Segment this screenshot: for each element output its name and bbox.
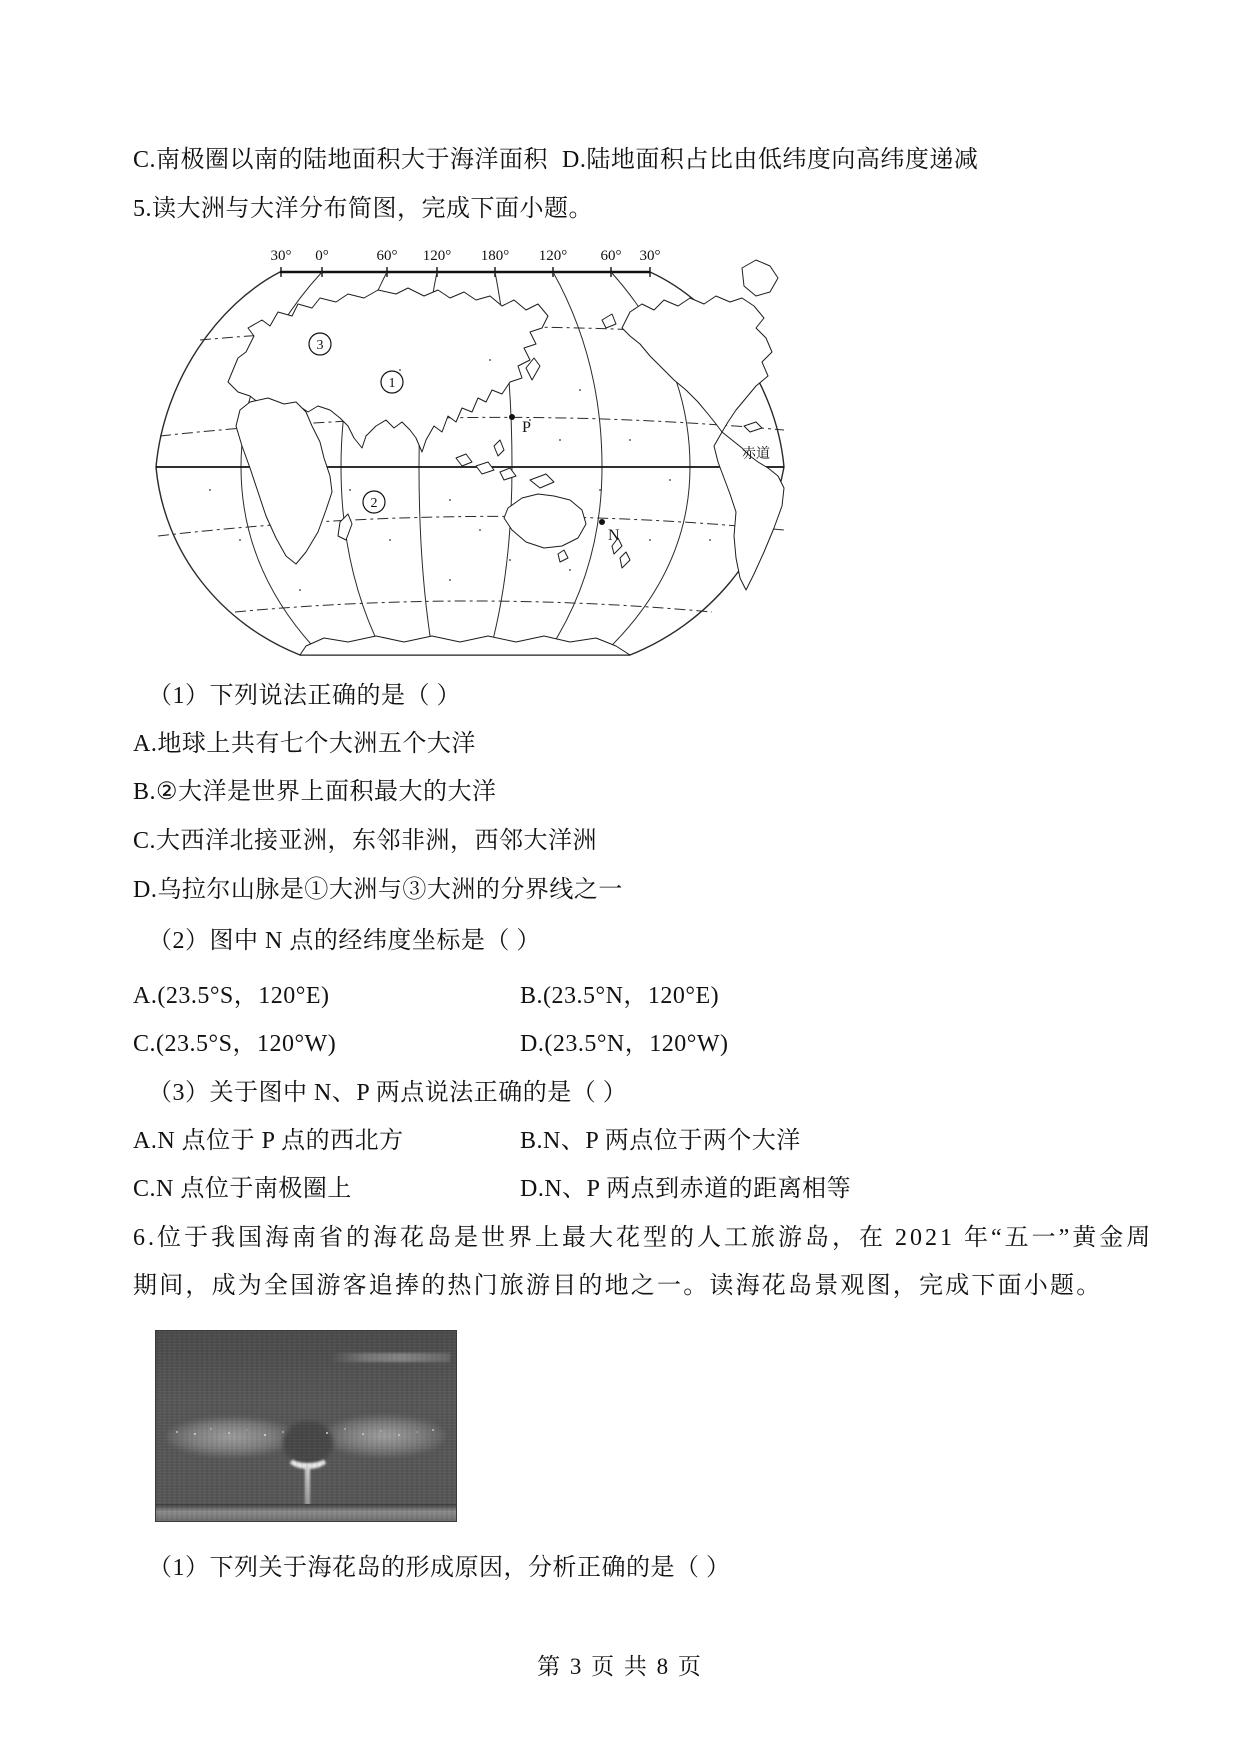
world-map-svg bbox=[150, 240, 790, 690]
q4-option-d: D.陆地面积占比由低纬度向高纬度递减 bbox=[562, 147, 979, 173]
q5-sub3-option-a: A.N 点位于 P 点的西北方 bbox=[133, 1128, 404, 1154]
map-continents bbox=[228, 260, 784, 655]
marker-2-label: 2 bbox=[370, 496, 378, 511]
q5-sub2-prompt: （2）图中 N 点的经纬度坐标是（ ） bbox=[148, 928, 541, 954]
page-footer: 第 3 页 共 8 页 bbox=[537, 1654, 703, 1679]
point-p-label: P bbox=[522, 419, 531, 436]
antarctic-circle-line bbox=[235, 601, 712, 612]
lon-label-30w-right: 30° bbox=[639, 248, 661, 264]
new-guinea-outline bbox=[530, 474, 554, 488]
q5-sub2-option-c: C.(23.5°S，120°W) bbox=[133, 1031, 337, 1057]
indonesia-outline-1 bbox=[456, 454, 472, 466]
lon-label-120w: 120° bbox=[538, 248, 568, 264]
marker-3-label: 3 bbox=[316, 338, 324, 353]
lon-label-30w-left: 30° bbox=[270, 248, 292, 264]
q5-sub2-option-b: B.(23.5°N，120°E) bbox=[520, 983, 720, 1009]
point-p-dot bbox=[509, 414, 515, 420]
tasmania-outline bbox=[558, 550, 568, 562]
photo-grain-overlay bbox=[156, 1331, 456, 1521]
philippines-outline bbox=[494, 440, 504, 456]
lon-label-180: 180° bbox=[480, 248, 510, 264]
australia-outline bbox=[504, 494, 586, 548]
q6-sub1-prompt: （1）下列关于海花岛的形成原因，分析正确的是（ ） bbox=[148, 1555, 731, 1581]
marker-1-label: 1 bbox=[388, 376, 396, 391]
indonesia-outline-3 bbox=[500, 468, 516, 480]
north-america-outline bbox=[622, 296, 772, 432]
point-n-label: N bbox=[608, 527, 620, 544]
greenland-outline bbox=[742, 260, 778, 296]
cuba-outline bbox=[744, 422, 762, 432]
tropic-of-capricorn-line bbox=[158, 516, 784, 536]
lon-label-0: 0° bbox=[315, 248, 329, 264]
q5-stem: 5.读大洲与大洋分布简图，完成下面小题。 bbox=[133, 196, 593, 222]
equator-label: 赤道 bbox=[742, 447, 770, 462]
q5-sub1-prompt: （1）下列说法正确的是（ ） bbox=[148, 683, 461, 709]
indonesia-outline-2 bbox=[476, 462, 494, 474]
new-zealand-outline-2 bbox=[620, 552, 630, 568]
haihua-island-photo bbox=[155, 1330, 457, 1522]
point-n-dot bbox=[599, 519, 605, 525]
q5-sub2-option-d: D.(23.5°N，120°W) bbox=[520, 1031, 729, 1057]
q5-sub1-option-b: B.②大洋是世界上面积最大的大洋 bbox=[133, 779, 497, 805]
q6-stem-line1: 6.位于我国海南省的海花岛是世界上最大花型的人工旅游岛，在 2021 年“五一”黄金周 bbox=[133, 1225, 1154, 1251]
lon-label-60w: 60° bbox=[600, 248, 622, 264]
world-map-figure bbox=[150, 240, 790, 690]
q5-sub3-option-c: C.N 点位于南极圈上 bbox=[133, 1176, 352, 1202]
q4-options-line bbox=[133, 144, 978, 176]
q5-sub1-option-a: A.地球上共有七个大洲五个大洋 bbox=[133, 731, 476, 757]
bering-island-outline bbox=[602, 314, 616, 328]
q5-sub2-option-a: A.(23.5°S，120°E) bbox=[133, 983, 330, 1009]
q5-sub1-option-d: D.乌拉尔山脉是①大洲与③大洲的分界线之一 bbox=[133, 877, 623, 903]
map-longitude-labels bbox=[271, 248, 661, 264]
lon-label-60e: 60° bbox=[376, 248, 398, 264]
q5-sub3-prompt: （3）关于图中 N、P 两点说法正确的是（ ） bbox=[148, 1080, 628, 1106]
q5-sub3-option-d: D.N、P 两点到赤道的距离相等 bbox=[520, 1176, 852, 1202]
madagascar-outline bbox=[338, 514, 352, 540]
antarctica-outline bbox=[300, 636, 630, 655]
q5-sub3-option-b: B.N、P 两点位于两个大洋 bbox=[520, 1128, 801, 1154]
lon-label-120e: 120° bbox=[422, 248, 452, 264]
q5-sub1-option-c: C.大西洋北接亚洲，东邻非洲，西邻大洋洲 bbox=[133, 828, 598, 854]
q6-stem-line2: 期间，成为全国游客追捧的热门旅游目的地之一。读海花岛景观图，完成下面小题。 bbox=[133, 1273, 1103, 1299]
q4-option-c: C.南极圈以南的陆地面积大于海洋面积 bbox=[133, 147, 549, 173]
